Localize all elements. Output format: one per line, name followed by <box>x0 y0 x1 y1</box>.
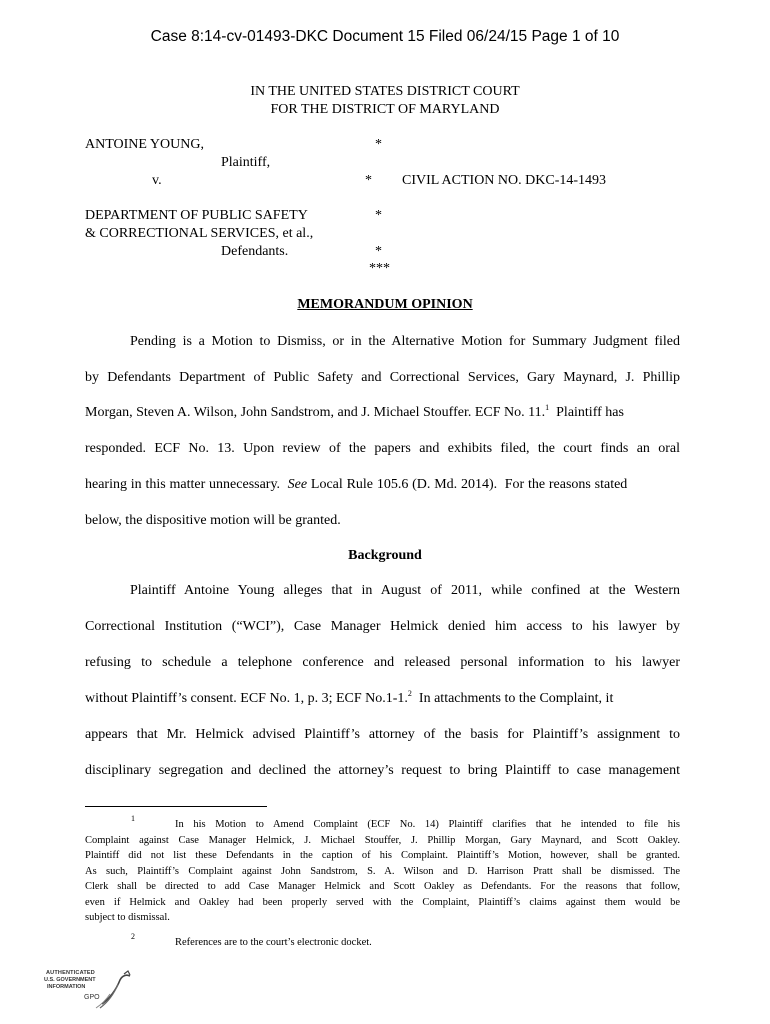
paragraph-line: hearing in this matter unnecessary. See Local Rule 105.6 (D. Md. 2014). For the reasons stated <box>85 477 628 492</box>
caption-star: * <box>365 173 372 188</box>
footnote-1 <box>85 817 680 926</box>
paragraph-line: Plaintiff Antoine Young alleges that in August of 2011, while confined at the Western <box>130 583 680 598</box>
section-heading-background: Background <box>348 548 422 563</box>
paragraph-line: without Plaintiff’s consent. ECF No. 1, p. 3; ECF No.1-1.$^2$ In attachments to the Complaint, it <box>85 689 614 706</box>
footnote-ref: 1 <box>545 403 550 412</box>
seal-text-line: INFORMATION <box>47 984 86 990</box>
footnote-line: In his Motion to Amend Complaint (ECF No. 14) Plaintiff clarifies that he intended to file his <box>175 819 680 830</box>
footnote-line: Complaint against Case Manager Helmick, J. Michael Stouffer, J. Phillip Morgan, Gary Maynard, and Scott Oakley. <box>85 834 680 846</box>
defendant-name-line2: & CORRECTIONAL SERVICES, et al., <box>85 226 314 241</box>
plaintiff-name: ANTOINE YOUNG, <box>85 137 204 152</box>
gpo-authentication-seal <box>40 968 140 1012</box>
caption-star: * <box>375 244 382 259</box>
versus: v. <box>152 173 162 188</box>
paragraph-line: responded. ECF No. 13. Upon review of the papers and exhibits filed, the court finds an oral <box>85 441 680 456</box>
footnote-line: As such, Plaintiff’s Complaint against John Sandstrom, S. A. Wilson and D. Harrison Pratt shall be dismissed. The <box>85 865 680 877</box>
plaintiff-role: Plaintiff, <box>221 155 271 170</box>
paragraph-line: below, the dispositive motion will be granted. <box>85 513 341 528</box>
seal-text-line: U.S. GOVERNMENT <box>44 977 96 983</box>
footnote-line: Clerk shall be directed to add Case Manager Helmick and Scott Oakley as Defendants. For the reasons that follow, <box>85 881 680 892</box>
seal-text-line: AUTHENTICATED <box>46 970 95 976</box>
paragraph-line: refusing to schedule a telephone conference and released personal information to his lawyer <box>85 655 680 670</box>
opinion-title: MEMORANDUM OPINION <box>297 297 473 312</box>
document-header: Case 8:14-cv-01493-DKC Document 15 Filed 06/24/15 Page 1 of 10 <box>150 28 620 45</box>
footnote-ref: 2 <box>407 689 412 698</box>
footnote-separator <box>85 806 267 807</box>
caption-star: * <box>375 208 382 223</box>
footnote-1-mark: 1 <box>131 814 135 823</box>
paragraph-line: appears that Mr. Helmick advised Plaintiff’s attorney of the basis for Plaintiff’s assignment to <box>85 727 680 742</box>
footnote-2: References are to the court’s electronic docket. <box>175 937 372 948</box>
court-name-line1: IN THE UNITED STATES DISTRICT COURT <box>250 84 520 99</box>
caption-star: * <box>375 137 382 152</box>
defendant-name-line1: DEPARTMENT OF PUBLIC SAFETY <box>85 208 308 223</box>
paragraph-line: Morgan, Steven A. Wilson, John Sandstrom, and J. Michael Stouffer. ECF No. 11.$^1$ Plaintiff has <box>85 403 624 420</box>
court-name-line2: FOR THE DISTRICT OF MARYLAND <box>270 102 500 117</box>
paragraph-line: Pending is a Motion to Dismiss, or in the Alternative Motion for Summary Judgment filed <box>130 334 680 349</box>
case-number: CIVIL ACTION NO. DKC-14-1493 <box>402 173 607 188</box>
footnote-line: Plaintiff did not list these Defendants in the caption of his Complaint. Plaintiff’s Motion, however, shall be granted. <box>85 850 680 861</box>
footnote-line: subject to dismissal. <box>85 912 170 923</box>
footnote-2-mark: 2 <box>131 932 135 941</box>
footnote-line: even if Helmick and Oakley had been properly served with the Complaint, Plaintiff’s claims against them would be <box>85 896 680 908</box>
seal-text-line: GPO <box>84 994 100 1001</box>
paragraph-line: Correctional Institution (“WCI”), Case Manager Helmick denied him access to his lawyer by <box>85 619 680 634</box>
caption-stars-end: *** <box>369 261 390 276</box>
paragraph-line: by Defendants Department of Public Safety and Correctional Services, Gary Maynard, J. Phillip <box>85 370 680 385</box>
paragraph-line: disciplinary segregation and declined the attorney’s request to bring Plaintiff to case management <box>85 763 680 778</box>
defendant-role: Defendants. <box>221 244 289 259</box>
